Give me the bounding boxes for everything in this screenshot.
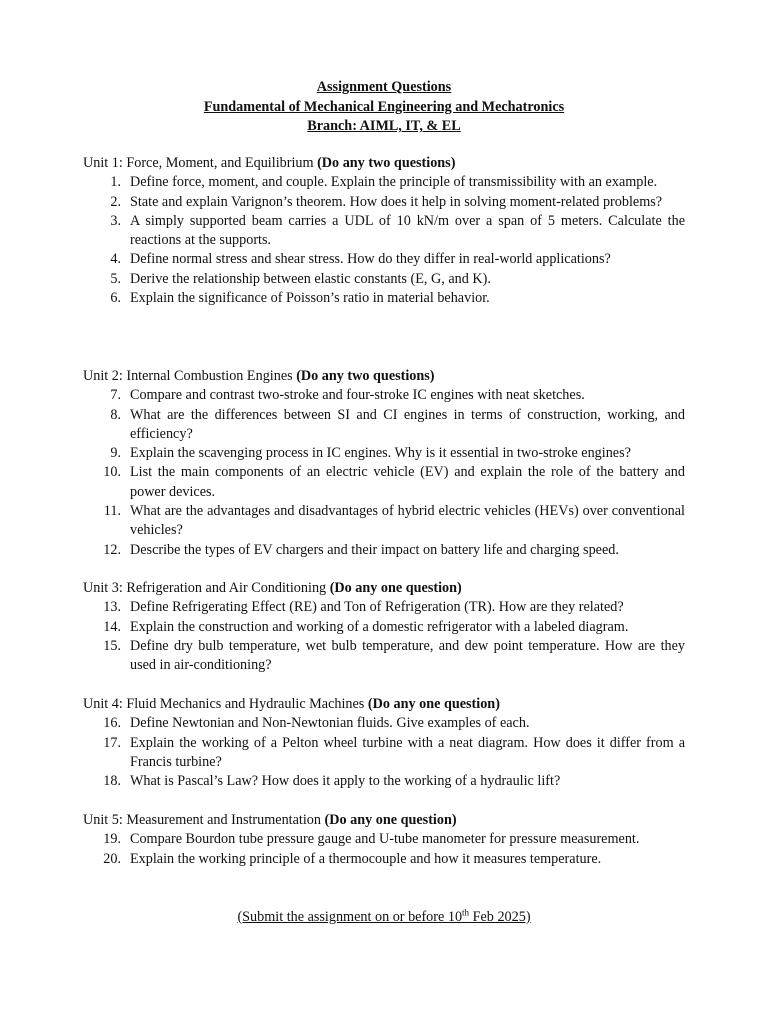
unit-instruction: (Do any one question) bbox=[329, 580, 462, 596]
course-title: Fundamental of Mechanical Engineering and Mechatronics bbox=[203, 98, 565, 115]
question-text: Compare Bourdon tube pressure gauge and U-tube manometer for pressure measurement. bbox=[130, 831, 640, 848]
question-text: Explain the construction and working of a domestic refrigerator with a labeled diagram. bbox=[130, 618, 629, 635]
question-text: Define normal stress and shear stress. How do they differ in real-world applications? bbox=[130, 251, 611, 268]
question-number: 20. bbox=[103, 850, 121, 867]
question-number: 7. bbox=[110, 387, 121, 404]
question-item bbox=[83, 734, 685, 773]
question-list bbox=[83, 386, 685, 560]
unit-heading bbox=[83, 695, 685, 714]
question-number: 12. bbox=[103, 541, 121, 558]
unit-section-2 bbox=[83, 367, 685, 560]
question-number: 9. bbox=[110, 445, 121, 462]
question-item bbox=[83, 598, 685, 617]
assignment-title: Assignment Questions bbox=[316, 79, 452, 95]
unit-instruction: (Do any two questions) bbox=[317, 155, 456, 171]
question-number: 2. bbox=[110, 193, 121, 210]
question-item bbox=[83, 830, 685, 849]
question-list bbox=[83, 173, 685, 308]
question-item bbox=[83, 289, 685, 308]
unit-instruction: (Do any one question) bbox=[324, 812, 457, 828]
question-item bbox=[83, 502, 685, 541]
question-text: A simply supported beam carries a UDL of 10 kN/m over a span of 5 meters. Calculate the reactions at the supports. bbox=[130, 212, 685, 249]
unit-title: Unit 4: Fluid Mechanics and Hydraulic Machines bbox=[83, 696, 365, 712]
question-item bbox=[83, 173, 685, 192]
question-text: List the main components of an electric vehicle (EV) and explain the role of the battery and power devices. bbox=[130, 464, 685, 500]
question-text: Compare and contrast two-stroke and four-stroke IC engines with neat sketches. bbox=[130, 387, 585, 404]
question-text: What are the differences between SI and CI engines in terms of construction, working, and efficiency? bbox=[130, 406, 685, 442]
question-number: 16. bbox=[103, 715, 121, 732]
question-number: 10. bbox=[103, 464, 121, 481]
question-text: What is Pascal’s Law? How does it apply to the working of a hydraulic lift? bbox=[130, 773, 561, 790]
question-number: 8. bbox=[110, 406, 121, 423]
question-number: 4. bbox=[110, 251, 121, 268]
unit-instruction: (Do any one question) bbox=[367, 696, 500, 712]
question-item bbox=[83, 714, 685, 733]
unit-heading bbox=[83, 811, 685, 830]
question-text: Explain the significance of Poisson’s ratio in material behavior. bbox=[130, 290, 490, 307]
submission-note bbox=[0, 907, 768, 927]
question-number: 6. bbox=[110, 290, 121, 307]
question-item bbox=[83, 850, 685, 869]
question-item bbox=[83, 772, 685, 791]
question-text: Explain the scavenging process in IC engines. Why is it essential in two-stroke engines? bbox=[130, 445, 631, 462]
unit-section-4 bbox=[83, 695, 685, 791]
unit-title: Unit 1: Force, Moment, and Equilibrium bbox=[83, 155, 314, 171]
unit-heading bbox=[83, 154, 685, 173]
unit-title: Unit 2: Internal Combustion Engines bbox=[83, 368, 293, 384]
document-header bbox=[0, 78, 768, 137]
question-list bbox=[83, 830, 685, 869]
question-number: 5. bbox=[110, 270, 121, 287]
question-text: Define dry bulb temperature, wet bulb temperature, and dew point temperature. How are they used in air-conditioning? bbox=[130, 637, 685, 674]
ordinal-suffix: th bbox=[462, 907, 470, 918]
submission-note-text: (Submit the assignment on or before 10 bbox=[237, 909, 463, 925]
unit-heading bbox=[83, 579, 685, 598]
question-text: Derive the relationship between elastic constants (E, G, and K). bbox=[130, 270, 491, 287]
question-item bbox=[83, 270, 685, 289]
question-number: 13. bbox=[103, 599, 121, 616]
question-item bbox=[83, 618, 685, 637]
unit-heading bbox=[83, 367, 685, 386]
question-list bbox=[83, 714, 685, 791]
question-number: 15. bbox=[103, 637, 121, 654]
question-number: 3. bbox=[110, 212, 121, 229]
question-text: Define Newtonian and Non-Newtonian fluids. Give examples of each. bbox=[130, 715, 530, 732]
question-text: Describe the types of EV chargers and their impact on battery life and charging speed. bbox=[130, 541, 619, 558]
question-number: 19. bbox=[103, 831, 121, 848]
question-item bbox=[83, 193, 685, 212]
submission-note-date: Feb 2025) bbox=[469, 909, 531, 925]
unit-title: Unit 3: Refrigeration and Air Conditioning bbox=[83, 580, 327, 596]
question-item bbox=[83, 406, 685, 445]
question-text: Explain the working principle of a thermocouple and how it measures temperature. bbox=[130, 850, 602, 867]
unit-instruction: (Do any two questions) bbox=[296, 368, 435, 384]
question-number: 14. bbox=[103, 618, 121, 635]
question-item bbox=[83, 212, 685, 251]
question-item bbox=[83, 541, 685, 560]
branch-line: Branch: AIML, IT, & EL bbox=[307, 118, 461, 134]
question-list bbox=[83, 598, 685, 675]
question-item bbox=[83, 386, 685, 405]
question-text: What are the advantages and disadvantages of hybrid electric vehicles (HEVs) over conventional vehicles? bbox=[130, 503, 685, 539]
unit-section-1 bbox=[83, 154, 685, 308]
unit-section-3 bbox=[83, 579, 685, 675]
question-text: Explain the working of a Pelton wheel turbine with a neat diagram. How does it differ from a Francis turbine? bbox=[130, 734, 685, 770]
question-text: State and explain Varignon’s theorem. How does it help in solving moment-related problems? bbox=[130, 193, 663, 210]
question-number: 17. bbox=[103, 734, 121, 751]
question-text: Define Refrigerating Effect (RE) and Ton of Refrigeration (TR). How are they related? bbox=[130, 599, 624, 616]
question-text: Define force, moment, and couple. Explain the principle of transmissibility with an example. bbox=[130, 174, 658, 191]
unit-title: Unit 5: Measurement and Instrumentation bbox=[83, 812, 321, 828]
question-item bbox=[83, 463, 685, 502]
question-item bbox=[83, 637, 685, 676]
question-number: 18. bbox=[103, 773, 121, 790]
question-item bbox=[83, 444, 685, 463]
question-number: 1. bbox=[110, 174, 121, 191]
question-number: 11. bbox=[103, 503, 121, 520]
unit-section-5 bbox=[83, 811, 685, 869]
question-item bbox=[83, 250, 685, 269]
